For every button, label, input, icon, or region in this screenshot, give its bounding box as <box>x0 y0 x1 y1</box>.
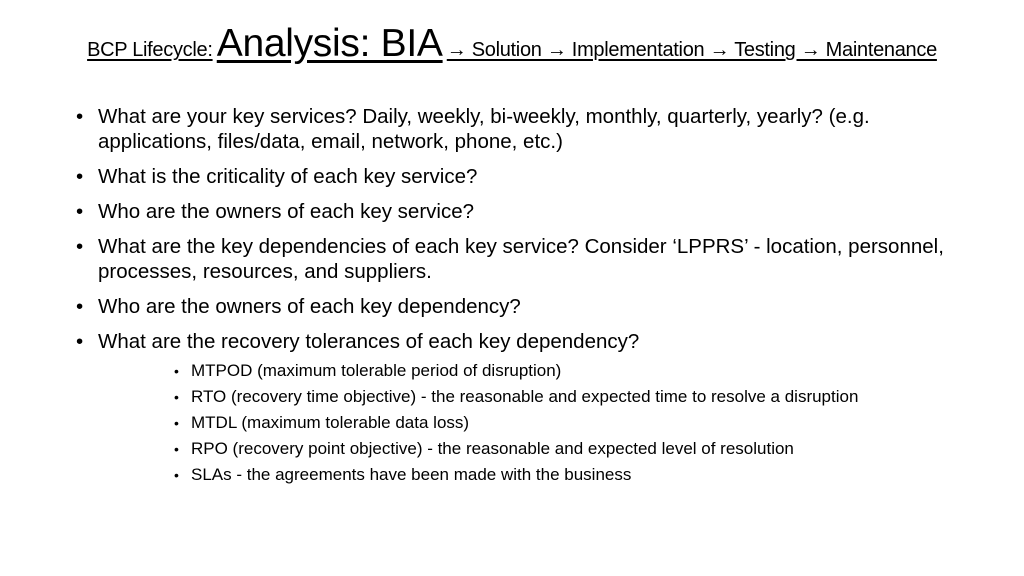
bullet-dot-icon: • <box>76 235 84 258</box>
bullet-item <box>72 234 972 284</box>
sub-bullet-item <box>174 436 972 462</box>
bullet-text: Who are the owners of each key dependency? <box>98 295 521 318</box>
title-current-stage: Analysis: BIA <box>216 22 443 65</box>
bullet-item <box>72 329 972 488</box>
bullet-dot-icon: • <box>76 105 84 128</box>
bullet-dot-icon: • <box>76 165 84 188</box>
sub-bullet-dot-icon: • <box>174 467 179 483</box>
title-remaining-stages: → Solution → Implementation → Testing → Maintenance <box>446 39 937 61</box>
bullet-dot-icon: • <box>76 330 84 353</box>
bullet-item <box>72 104 972 154</box>
sub-bullet-text: RTO (recovery time objective) - the reasonable and expected time to resolve a disruption <box>191 387 859 406</box>
sub-bullet-item <box>174 384 972 410</box>
bullet-item <box>72 199 972 224</box>
bullet-text: What are the key dependencies of each key service? Consider ‘LPPRS’ - location, personnel, processes, resources, and suppliers. <box>98 235 944 283</box>
bullet-item <box>72 294 972 319</box>
bullet-text: What are your key services? Daily, weekly, bi-weekly, monthly, quarterly, yearly? (e.g. applications, files/data, email, network, phone, etc.) <box>98 105 870 153</box>
bullet-item <box>72 164 972 189</box>
bullet-text: What are the recovery tolerances of each key dependency? <box>98 330 640 353</box>
sub-bullet-text: MTPOD (maximum tolerable period of disruption) <box>191 361 562 380</box>
bullet-text: What is the criticality of each key service? <box>98 165 478 188</box>
sub-bullet-item <box>174 410 972 436</box>
slide-title <box>0 22 1024 66</box>
sub-bullet-dot-icon: • <box>174 441 179 457</box>
sub-bullet-dot-icon: • <box>174 389 179 405</box>
bullet-list <box>72 104 972 498</box>
sub-bullet-item <box>174 358 972 384</box>
sub-bullet-dot-icon: • <box>174 363 179 379</box>
sub-bullet-text: MTDL (maximum tolerable data loss) <box>191 413 470 432</box>
title-prefix: BCP Lifecycle: <box>87 39 213 61</box>
sub-bullet-dot-icon: • <box>174 415 179 431</box>
bullet-dot-icon: • <box>76 295 84 318</box>
bullet-dot-icon: • <box>76 200 84 223</box>
sub-bullet-item <box>174 462 972 488</box>
bullet-text: Who are the owners of each key service? <box>98 200 475 223</box>
sub-bullet-list <box>98 358 972 488</box>
sub-bullet-text: RPO (recovery point objective) - the reasonable and expected level of resolution <box>191 439 794 458</box>
sub-bullet-text: SLAs - the agreements have been made with the business <box>191 465 632 484</box>
